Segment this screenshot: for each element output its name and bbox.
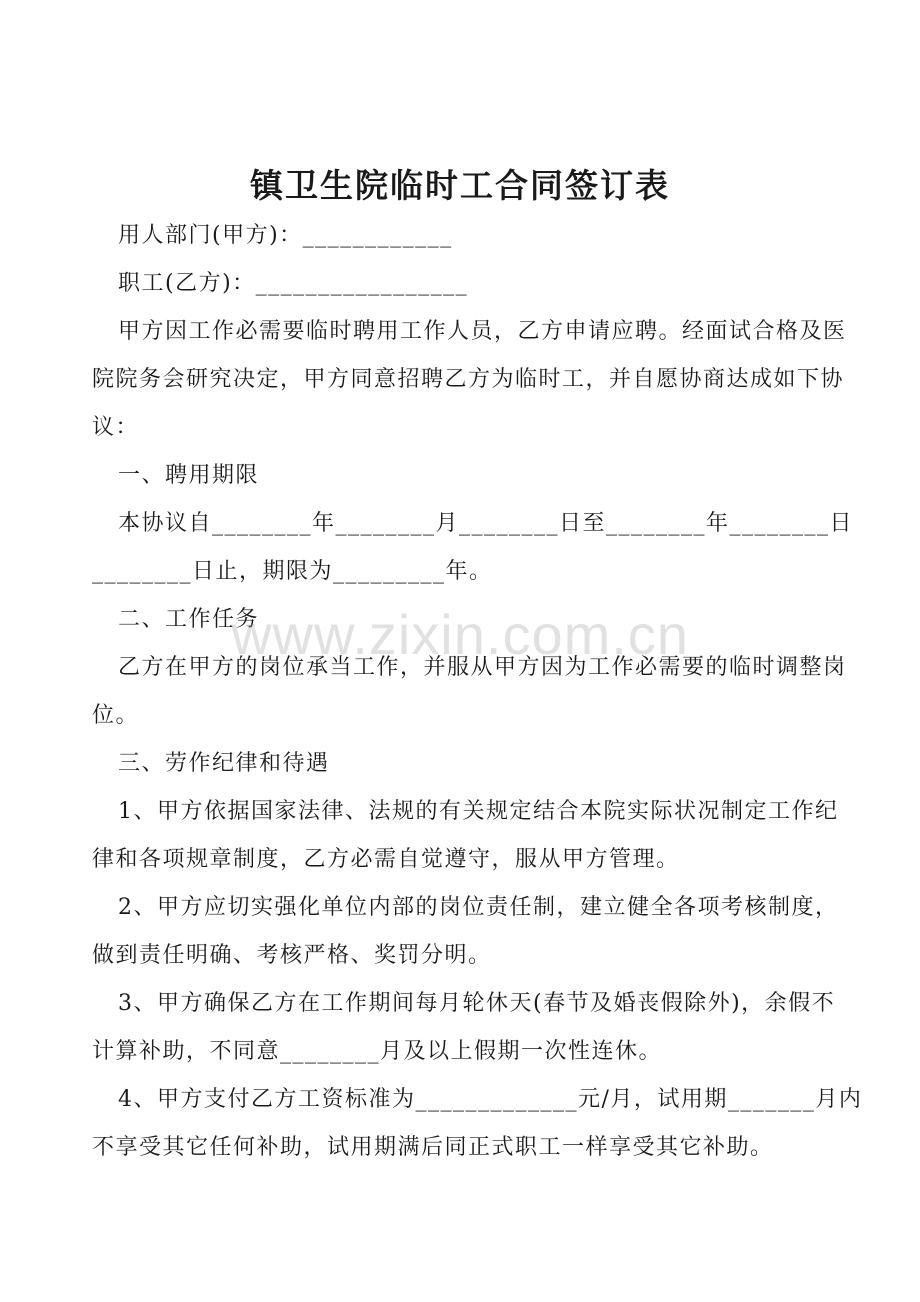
task-line-2: 位。: [92, 703, 140, 728]
section-heading-term: 一、聘用期限: [118, 463, 260, 488]
term-line-1: 本协议自________年________月________日至________年________日: [118, 511, 854, 536]
employer-field-line: 用人部门(甲方)：____________: [118, 223, 453, 248]
clause-1-line-2: 律和各项规章制度，乙方必需自觉遵守，服从甲方管理。: [92, 847, 680, 872]
paragraph-intro-line-3: 议：: [92, 415, 140, 440]
employee-field-line: 职工(乙方)：_________________: [118, 271, 469, 296]
clause-2-line-1: 2、甲方应切实强化单位内部的岗位责任制，建立健全各项考核制度，: [118, 895, 839, 920]
clause-1-line-1: 1、甲方依据国家法律、法规的有关规定结合本院实际状况制定工作纪: [118, 799, 839, 824]
paragraph-intro-line-1: 甲方因工作必需要临时聘用工作人员，乙方申请应聘。经面试合格及医: [118, 319, 847, 344]
watermark: www.zixin.com.cn: [231, 603, 689, 666]
clause-4-line-2: 不享受其它任何补助，试用期满后同正式职工一样享受其它补助。: [92, 1135, 774, 1160]
clause-4-line-1: 4、甲方支付乙方工资标准为_____________元/月，试用期_______月内: [118, 1087, 863, 1112]
clause-3-line-1: 3、甲方确保乙方在工作期间每月轮休天(春节及婚丧假除外)，余假不: [118, 991, 836, 1016]
document-title: 镇卫生院临时工合同签订表: [250, 166, 670, 205]
paragraph-intro-line-2: 院院务会研究决定，甲方同意招聘乙方为临时工，并自愿协商达成如下协: [92, 367, 845, 392]
section-heading-discipline: 三、劳作纪律和待遇: [118, 751, 330, 776]
clause-3-line-2: 计算补助，不同意________月及以上假期一次性连休。: [92, 1039, 663, 1064]
task-line-1: 乙方在甲方的岗位承当工作，并服从甲方因为工作必需要的临时调整岗: [118, 655, 847, 680]
term-line-2: ________日止，期限为_________年。: [92, 559, 493, 584]
section-heading-task: 二、工作任务: [118, 607, 260, 632]
clause-2-line-2: 做到责任明确、考核严格、奖罚分明。: [92, 943, 492, 968]
